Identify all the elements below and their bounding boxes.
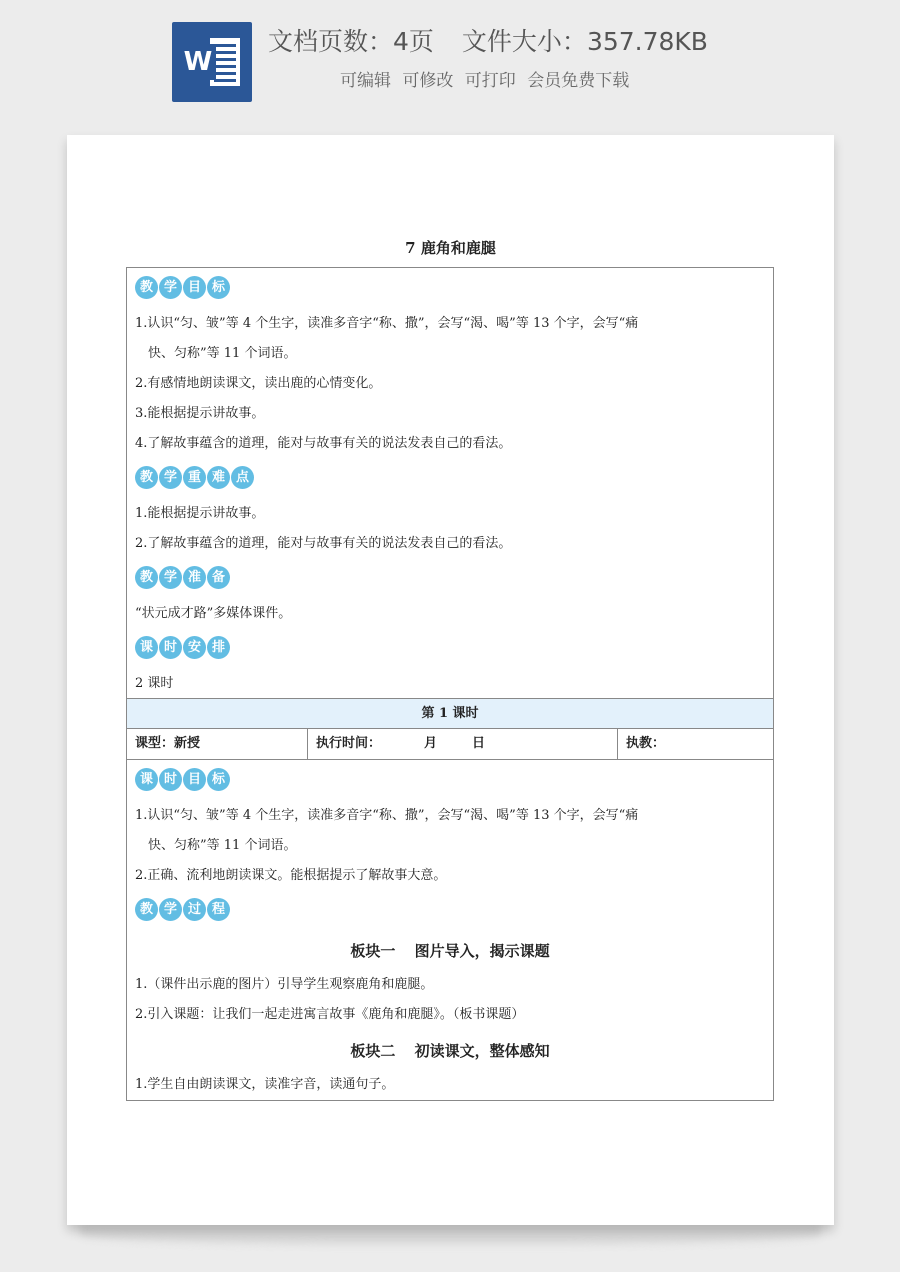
- lesson-info-row: [127, 729, 773, 760]
- badge-process: [135, 898, 230, 921]
- block1-title: 板块一 图片导入，揭示课题: [350, 942, 550, 960]
- badge-char: 目: [183, 768, 206, 791]
- goal-line: 4.了解故事蕴含的道理，能对与故事有关的说法发表自己的看法。: [135, 436, 512, 451]
- header: [0, 0, 900, 120]
- lesson-band: 第 1 课时: [127, 698, 773, 729]
- badge-char: 教: [135, 276, 158, 299]
- badge-char: 学: [159, 466, 182, 489]
- badge-char: 难: [207, 466, 230, 489]
- badge-char: 准: [183, 566, 206, 589]
- badge-char: 安: [183, 636, 206, 659]
- badge-char: 教: [135, 898, 158, 921]
- exec-time-label: 执行时间：: [316, 736, 382, 751]
- pages-label: 文档页数：: [268, 27, 394, 56]
- badge-char: 学: [159, 276, 182, 299]
- goal-line: 3.能根据提示讲故事。: [135, 406, 265, 421]
- badge-prep: [135, 566, 230, 589]
- size-value: 357.78KB: [586, 27, 708, 56]
- month-label: 月: [424, 736, 438, 751]
- badge-keypoints: [135, 466, 254, 489]
- badge-char: 排: [207, 636, 230, 659]
- document-page: [67, 135, 834, 1225]
- badge-char: 程: [207, 898, 230, 921]
- badge-char: 教: [135, 466, 158, 489]
- badge-char: 标: [207, 276, 230, 299]
- badge-lesson-goals: [135, 768, 230, 791]
- badge-char: 学: [159, 566, 182, 589]
- badge-char: 过: [183, 898, 206, 921]
- lesson-plan-table: [126, 267, 774, 1101]
- badge-char: 课: [135, 768, 158, 791]
- lesson-goal-line: 2.正确、流利地朗读课文。能根据提示了解故事大意。: [135, 868, 447, 883]
- lesson-goal-line: 1.认识“匀、皱”等 4 个生字，读准多音字“称、撒”，会写“渴、喝”等 13 个字，会写“痛: [135, 808, 639, 823]
- badge-char: 时: [159, 768, 182, 791]
- badge-char: 目: [183, 276, 206, 299]
- goal-line: 2.有感情地朗读课文，读出鹿的心情变化。: [135, 376, 382, 391]
- badge-char: 标: [207, 768, 230, 791]
- process-line: 2.引入课题：让我们一起走进寓言故事《鹿角和鹿腿》。（板书课题）: [135, 1007, 525, 1022]
- badge-char: 备: [207, 566, 230, 589]
- word-doc-icon: [172, 22, 252, 102]
- exec-time: [308, 729, 618, 759]
- badge-schedule: [135, 636, 230, 659]
- schedule-line: 2 课时: [135, 676, 174, 691]
- process-line: 1.学生自由朗读课文，读准字音，读通句子。: [135, 1077, 395, 1092]
- day-label: 日: [472, 736, 486, 751]
- size-label: 文件大小：: [461, 27, 587, 56]
- feature-list: 可编辑 可修改 可打印 会员免费下载: [340, 71, 630, 91]
- page-shadow: [80, 1222, 821, 1244]
- lesson-goal-line: 快、匀称”等 11 个词语。: [148, 838, 297, 853]
- process-line: 1.（课件出示鹿的图片）引导学生观察鹿角和鹿腿。: [135, 977, 434, 992]
- badge-char: 课: [135, 636, 158, 659]
- goal-line: 1.认识“匀、皱”等 4 个生字，读准多音字“称、撒”，会写“渴、喝”等 13 个字，会写“痛: [135, 316, 639, 331]
- badge-char: 点: [231, 466, 254, 489]
- doc-title: 7 鹿角和鹿腿: [405, 239, 496, 257]
- pages-value: 4页: [393, 27, 434, 56]
- lesson-type: 课型：新授: [127, 729, 308, 759]
- badge-char: 教: [135, 566, 158, 589]
- file-meta: [268, 22, 768, 58]
- block2-title: 板块二 初读课文，整体感知: [350, 1042, 550, 1060]
- badge-goals: [135, 276, 230, 299]
- badge-char: 时: [159, 636, 182, 659]
- keypoint-line: 1.能根据提示讲故事。: [135, 506, 265, 521]
- badge-char: 学: [159, 898, 182, 921]
- badge-char: 重: [183, 466, 206, 489]
- goal-line: 快、匀称”等 11 个词语。: [148, 346, 297, 361]
- keypoint-line: 2.了解故事蕴含的道理，能对与故事有关的说法发表自己的看法。: [135, 536, 512, 551]
- word-letter: W: [180, 44, 216, 80]
- prep-line: “状元成才路”多媒体课件。: [135, 606, 292, 621]
- teacher: 执教：: [626, 736, 666, 751]
